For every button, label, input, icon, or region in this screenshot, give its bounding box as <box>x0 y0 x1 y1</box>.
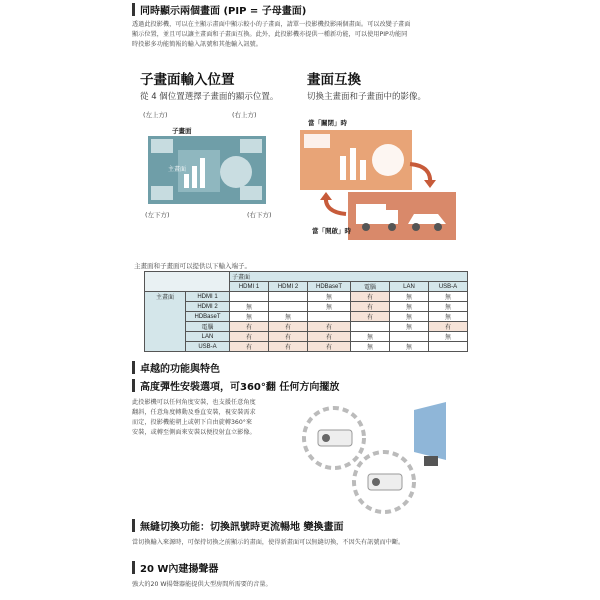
main-screen-label: 主畫面 <box>168 166 187 173</box>
pip-section-title: 同時顯示兩個畫面 (PIP = 子母畫面) <box>140 6 307 17</box>
wheel-mark <box>362 223 370 231</box>
section-bar <box>132 3 135 16</box>
position-subtitle: 從 4 個位置選擇子畫面的顯示位置。 <box>140 92 279 102</box>
features-header <box>132 360 220 375</box>
row-header: HDMI 2 <box>186 302 230 312</box>
bar-mark <box>360 160 366 180</box>
corner-bottom-left-label: (左下方) <box>145 211 170 219</box>
sub-screen-marker <box>240 186 262 200</box>
io-table <box>144 271 468 352</box>
table-row <box>145 342 468 352</box>
table-cell: 有 <box>269 322 308 332</box>
table-cell: 有 <box>351 302 390 312</box>
row-header: 電腦 <box>186 322 230 332</box>
speaker-header <box>132 560 218 575</box>
swap-before-screen <box>300 130 412 190</box>
table-cell: 無 <box>429 332 468 342</box>
table-cell: 有 <box>308 322 351 332</box>
table-cell: 無 <box>308 302 351 312</box>
swap-arrow-icon <box>408 160 438 188</box>
swap-title: 畫面互換 <box>307 72 361 88</box>
speaker-title: 20 W內建揚聲器 <box>140 564 219 575</box>
table-cell <box>308 312 351 322</box>
sub-screen-marker <box>151 186 173 200</box>
pip-section-header <box>132 2 306 17</box>
features-title: 卓越的功能與特色 <box>140 364 220 375</box>
table-row <box>145 332 468 342</box>
table-cell: 無 <box>351 342 390 352</box>
section-bar <box>132 379 135 392</box>
row-header: USB-A <box>186 342 230 352</box>
io-table-wrapper <box>144 271 468 352</box>
table-cell: 有 <box>230 342 269 352</box>
install-desc-line: 安裝，或轉至側面來安裝以便投射直立影像。 <box>132 429 256 436</box>
table-cell: 無 <box>390 342 429 352</box>
row-header: HDBaseT <box>186 312 230 322</box>
bar-mark <box>184 174 189 188</box>
switch-header <box>132 518 343 533</box>
pie-mark <box>220 156 252 188</box>
swap-after-screen <box>348 192 456 240</box>
corner-top-left-label: (左上方) <box>143 111 168 119</box>
sub-screen-marker <box>304 134 330 148</box>
table-cell: 有 <box>351 312 390 322</box>
portrait-screen-icon <box>414 402 446 460</box>
table-cell: 無 <box>230 312 269 322</box>
section-bar <box>132 561 135 574</box>
position-title: 子畫面輸入位置 <box>140 72 235 88</box>
table-cell <box>269 302 308 312</box>
column-header: HDMI 2 <box>269 282 308 292</box>
install-desc-line: 而定，投影機能朝上或朝下自由旋轉360°來 <box>132 419 253 426</box>
column-header: HDBaseT <box>308 282 351 292</box>
pie-mark <box>372 144 404 176</box>
position-illustration <box>148 136 266 204</box>
column-header: LAN <box>390 282 429 292</box>
table-cell: 有 <box>351 292 390 302</box>
pip-desc-line: 顯示位置，並且可以讓主畫面和子畫面互換。此外，此投影機亦提供一種新功能，可以使用PIP功能同 <box>132 31 408 38</box>
table-corner <box>145 272 230 292</box>
table-row <box>145 312 468 322</box>
table-cell: 無 <box>390 312 429 322</box>
pip-description <box>132 20 472 50</box>
table-cell: 有 <box>230 332 269 342</box>
projector-stand-icon <box>424 456 438 466</box>
table-cell: 無 <box>230 302 269 312</box>
table-cell: 無 <box>351 332 390 342</box>
table-cell: 無 <box>429 292 468 302</box>
table-cell: 有 <box>308 332 351 342</box>
swap-subtitle: 切換主畫面和子畫面中的影像。 <box>307 92 427 102</box>
table-row <box>145 292 468 302</box>
sub-screen-label: 子畫面 <box>172 127 192 135</box>
table-row <box>145 272 468 282</box>
bar-mark <box>340 156 346 180</box>
table-row <box>145 322 468 332</box>
table-cell <box>351 322 390 332</box>
table-cell: 無 <box>429 312 468 322</box>
table-cell: 有 <box>429 322 468 332</box>
switch-title: 無縫切換功能：切換訊號時更流暢地 變換畫面 <box>140 522 344 533</box>
position-main-screen <box>148 136 266 204</box>
corner-top-right-label: (右上方) <box>232 111 257 119</box>
install-illustration <box>296 400 466 520</box>
swap-before-illustration <box>300 130 412 190</box>
truck-icon <box>356 204 386 224</box>
swap-after-label: 當「開啟」時 <box>312 227 351 235</box>
row-header: LAN <box>186 332 230 342</box>
row-header: HDMI 1 <box>186 292 230 302</box>
section-bar <box>132 519 135 532</box>
wheel-mark <box>388 223 396 231</box>
swap-after-illustration <box>348 192 456 240</box>
column-header: HDMI 1 <box>230 282 269 292</box>
corner-bottom-right-label: (右下方) <box>247 211 272 219</box>
speaker-description: 強大的20 W揚聲器能提供大型房間所需要的音量。 <box>132 581 272 588</box>
install-header <box>132 378 339 393</box>
table-cell <box>230 292 269 302</box>
sub-screen-marker <box>240 139 262 153</box>
truck-cab <box>386 210 398 224</box>
io-table-caption: 主畫面和子畫面可以提供以下輸入端子。 <box>134 262 251 270</box>
bar-mark <box>200 158 205 188</box>
swap-arrow-back-icon <box>318 192 348 218</box>
table-row <box>145 302 468 312</box>
table-cell: 無 <box>390 322 429 332</box>
car-icon <box>408 214 446 224</box>
sub-screen-marker <box>151 139 173 153</box>
table-cell <box>429 342 468 352</box>
switch-description: 當切換輸入來源時，可保持切換之前顯示的畫面，使得新畫面可以無縫切換，不因失有訊號而中斷。 <box>132 539 405 546</box>
install-title: 高度彈性安裝選項，可360°翻 任何方向擺放 <box>140 382 340 393</box>
pip-desc-line: 透過此投影機，可以在主顯示畫面中顯示較小的子畫面，請單一投影機投影兩個畫面。可以改變子畫面 <box>132 21 411 28</box>
swap-before-label: 當「關閉」時 <box>308 119 347 127</box>
column-header: 電腦 <box>351 282 390 292</box>
table-cell <box>390 332 429 342</box>
bar-mark <box>350 148 356 180</box>
projector-lens <box>372 478 380 486</box>
table-cell: 無 <box>390 302 429 312</box>
table-cell: 無 <box>429 302 468 312</box>
install-desc-line: 此投影機可以任何角度安裝，也支援任意角度 <box>132 399 256 406</box>
bar-mark <box>192 166 197 188</box>
projector-lens <box>322 434 330 442</box>
wheel-mark <box>434 223 442 231</box>
table-cell: 無 <box>308 292 351 302</box>
table-cell: 有 <box>269 342 308 352</box>
table-cell: 無 <box>269 312 308 322</box>
main-screen-header: 主畫面 <box>145 292 186 352</box>
table-cell: 有 <box>230 322 269 332</box>
column-header: USB-A <box>429 282 468 292</box>
install-desc-line: 翻斜，任意角度轉動及垂直安裝，視安裝需求 <box>132 409 256 416</box>
table-cell: 有 <box>269 332 308 342</box>
table-cell: 無 <box>390 292 429 302</box>
wheel-mark <box>412 223 420 231</box>
table-cell <box>269 292 308 302</box>
section-bar <box>132 361 135 374</box>
install-description <box>132 398 297 438</box>
sub-screen-header: 子畫面 <box>230 272 468 282</box>
table-cell: 有 <box>308 342 351 352</box>
pip-desc-line: 時投影多功能簡報的輸入訊號和其他輸入訊號。 <box>132 41 262 48</box>
